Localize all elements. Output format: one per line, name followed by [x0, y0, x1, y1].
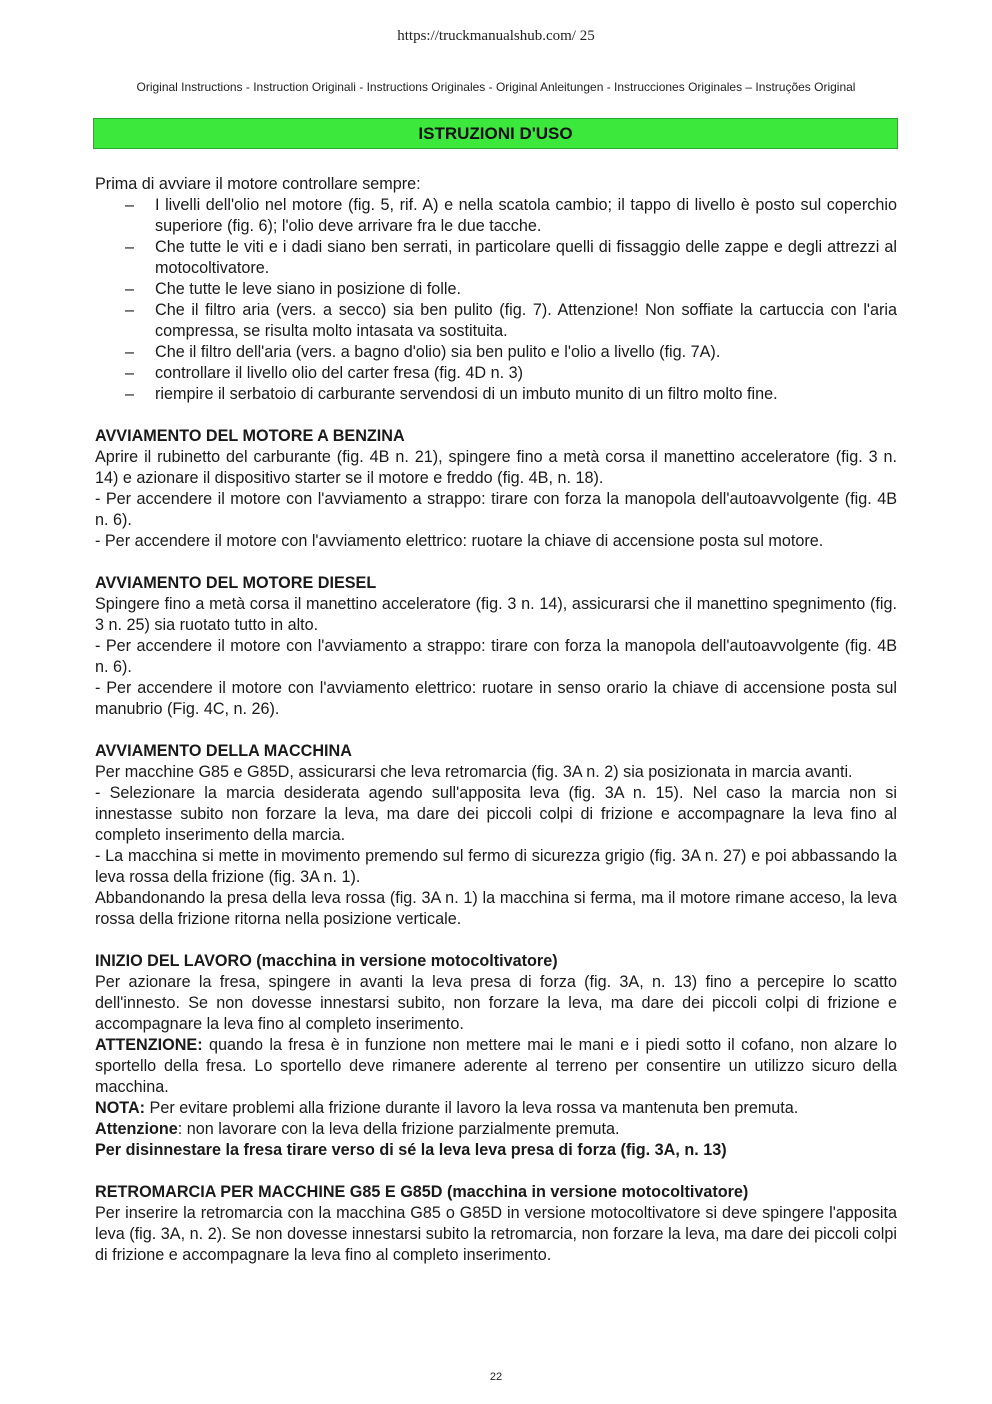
- list-item: – Che tutte le leve siano in posizione di folle.: [125, 280, 461, 298]
- dash-bullet: –: [125, 343, 135, 361]
- section-benzina: [95, 426, 897, 552]
- list-item: – Che il filtro dell'aria (vers. a bagno d'olio) sia ben pulito e l'olio a livello (fig. 7A).: [125, 343, 721, 361]
- dash-bullet: –: [125, 301, 135, 319]
- paragraph: Spingere fino a metà corsa il manettino acceleratore (fig. 3 n. 14), assicurarsi che il manettino spegnimento (fig. 3 n. 25) sia ruotato tutto in alto.: [95, 595, 897, 634]
- paragraph: Per azionare la fresa, spingere in avanti la leva presa di forza (fig. 3A, n. 13) fino a percepire lo scatto dell'innesto. Se non dovesse innestarsi subito, non forzare la leva, ma dare dei piccoli colpi di frizione e accompagnare la leva fino al completo inserimento.: [95, 973, 897, 1033]
- section-macchina: [95, 741, 897, 930]
- paragraph: Aprire il rubinetto del carburante (fig. 4B n. 21), spingere fino a metà corsa il manettino acceleratore (fig. 3 n. 14) e azionare il dispositivo starter se il motore e freddo (fig. 4B, n. 18).: [95, 448, 897, 487]
- page-number: 22: [489, 1371, 503, 1383]
- caution-paragraph: Attenzione: non lavorare con la leva della frizione parzialmente premuta.: [95, 1120, 620, 1138]
- paragraph: Per inserire la retromarcia con la macchina G85 o G85D in versione motocoltivatore si deve spingere l'apposita leva (fig. 3A, n. 2). Se non dovesse innestarsi subito la retromarcia, non forzare la leva, ma dare dei piccoli colpi di frizione e accompagnare la leva fino al completo inserimento.: [95, 1204, 897, 1264]
- section-banner: ISTRUZIONI D'USO: [93, 118, 898, 149]
- section-title: AVVIAMENTO DELLA MACCHINA: [95, 742, 352, 760]
- paragraph: Abbandonando la presa della leva rossa (fig. 3A n. 1) la macchina si ferma, ma il motore rimane acceso, la leva rossa della frizione ritorna nella posizione verticale.: [95, 889, 897, 928]
- section-title: INIZIO DEL LAVORO (macchina in versione motocoltivatore): [95, 952, 558, 970]
- section-title: AVVIAMENTO DEL MOTORE A BENZINA: [95, 427, 405, 445]
- section-title: AVVIAMENTO DEL MOTORE DIESEL: [95, 574, 377, 592]
- section-retromarcia: [95, 1182, 897, 1266]
- warning-label: ATTENZIONE:: [95, 1036, 203, 1054]
- list-item: – Che tutte le viti e i dadi siano ben serrati, in particolare quelli di fissaggio delle zappe e degli attrezzi al motocoltivatore.: [125, 238, 897, 277]
- caution-label: Attenzione: [95, 1120, 178, 1138]
- paragraph: - Per accendere il motore con l'avviamento a strappo: tirare con forza la manopola dell'autoavvolgente (fig. 4B n. 6).: [95, 637, 897, 676]
- disengage-instruction: Per disinnestare la fresa tirare verso di sé la leva leva presa di forza (fig. 3A, n. 13): [95, 1141, 727, 1159]
- note-paragraph: NOTA: Per evitare problemi alla frizione durante il lavoro la leva rossa va mantenuta ben premuta.: [95, 1099, 799, 1117]
- list-item: – controllare il livello olio del carter fresa (fig. 4D n. 3): [125, 364, 523, 382]
- paragraph: Per macchine G85 e G85D, assicurarsi che leva retromarcia (fig. 3A n. 2) sia posizionata in marcia avanti.: [95, 763, 853, 781]
- list-item: – Che il filtro aria (vers. a secco) sia ben pulito (fig. 7). Attenzione! Non soffiate la cartuccia con l'aria compressa, se risulta molto intasata va sostituita.: [125, 301, 897, 340]
- instructions-languages-line: Original Instructions - Instruction Originali - Instructions Originales - Original Anleitungen - Instrucciones Originales – Instruções Original: [136, 80, 856, 94]
- dash-bullet: –: [125, 385, 135, 403]
- list-item: – riempire il serbatoio di carburante servendosi di un imbuto munito di un filtro molto fine.: [125, 385, 778, 403]
- section-lavoro: [95, 951, 897, 1161]
- dash-bullet: –: [125, 364, 135, 382]
- source-url: https://truckmanualshub.com/ 25: [397, 28, 595, 44]
- dash-bullet: –: [125, 196, 135, 214]
- paragraph: - Selezionare la marcia desiderata agendo sull'apposita leva (fig. 3A n. 15). Nel caso la marcia non si innestasse subito non forzare la leva, ma dare dei piccoli colpi di frizione e accompagnare la leva fino al completo inserimento della marcia.: [95, 784, 897, 844]
- paragraph: - La macchina si mette in movimento premendo sul fermo di sicurezza grigio (fig. 3A n. 27) e poi abbassando la leva rossa della frizione (fig. 3A n. 1).: [95, 847, 897, 886]
- section-title: RETROMARCIA PER MACCHINE G85 E G85D (macchina in versione motocoltivatore): [95, 1183, 749, 1201]
- paragraph: - Per accendere il motore con l'avviamento a strappo: tirare con forza la manopola dell'autoavvolgente (fig. 4B n. 6).: [95, 490, 897, 529]
- list-item: – I livelli dell'olio nel motore (fig. 5, rif. A) e nella scatola cambio; il tappo di livello è posto sul coperchio superiore (fig. 6); l'olio deve arrivare fra le due tacche.: [125, 196, 897, 235]
- paragraph: - Per accendere il motore con l'avviamento elettrico: ruotare la chiave di accensione posta sul motore.: [95, 532, 824, 550]
- warning-paragraph: ATTENZIONE: quando la fresa è in funzione non mettere mai le mani e i piedi sotto il cofano, non alzare lo sportello della fresa. Lo sportello deve rimanere aderente al terreno per consentire un utilizzo sicuro della macchina.: [95, 1036, 897, 1096]
- dash-bullet: –: [125, 280, 135, 298]
- note-label: NOTA:: [95, 1099, 146, 1117]
- intro-lead: Prima di avviare il motore controllare sempre:: [95, 175, 421, 193]
- page-content: [95, 174, 897, 1266]
- section-diesel: [95, 573, 897, 720]
- checklist: [95, 195, 897, 405]
- paragraph: - Per accendere il motore con l'avviamento elettrico: ruotare in senso orario la chiave di accensione posta sul manubrio (Fig. 4C, n. 26).: [95, 679, 897, 718]
- dash-bullet: –: [125, 238, 135, 256]
